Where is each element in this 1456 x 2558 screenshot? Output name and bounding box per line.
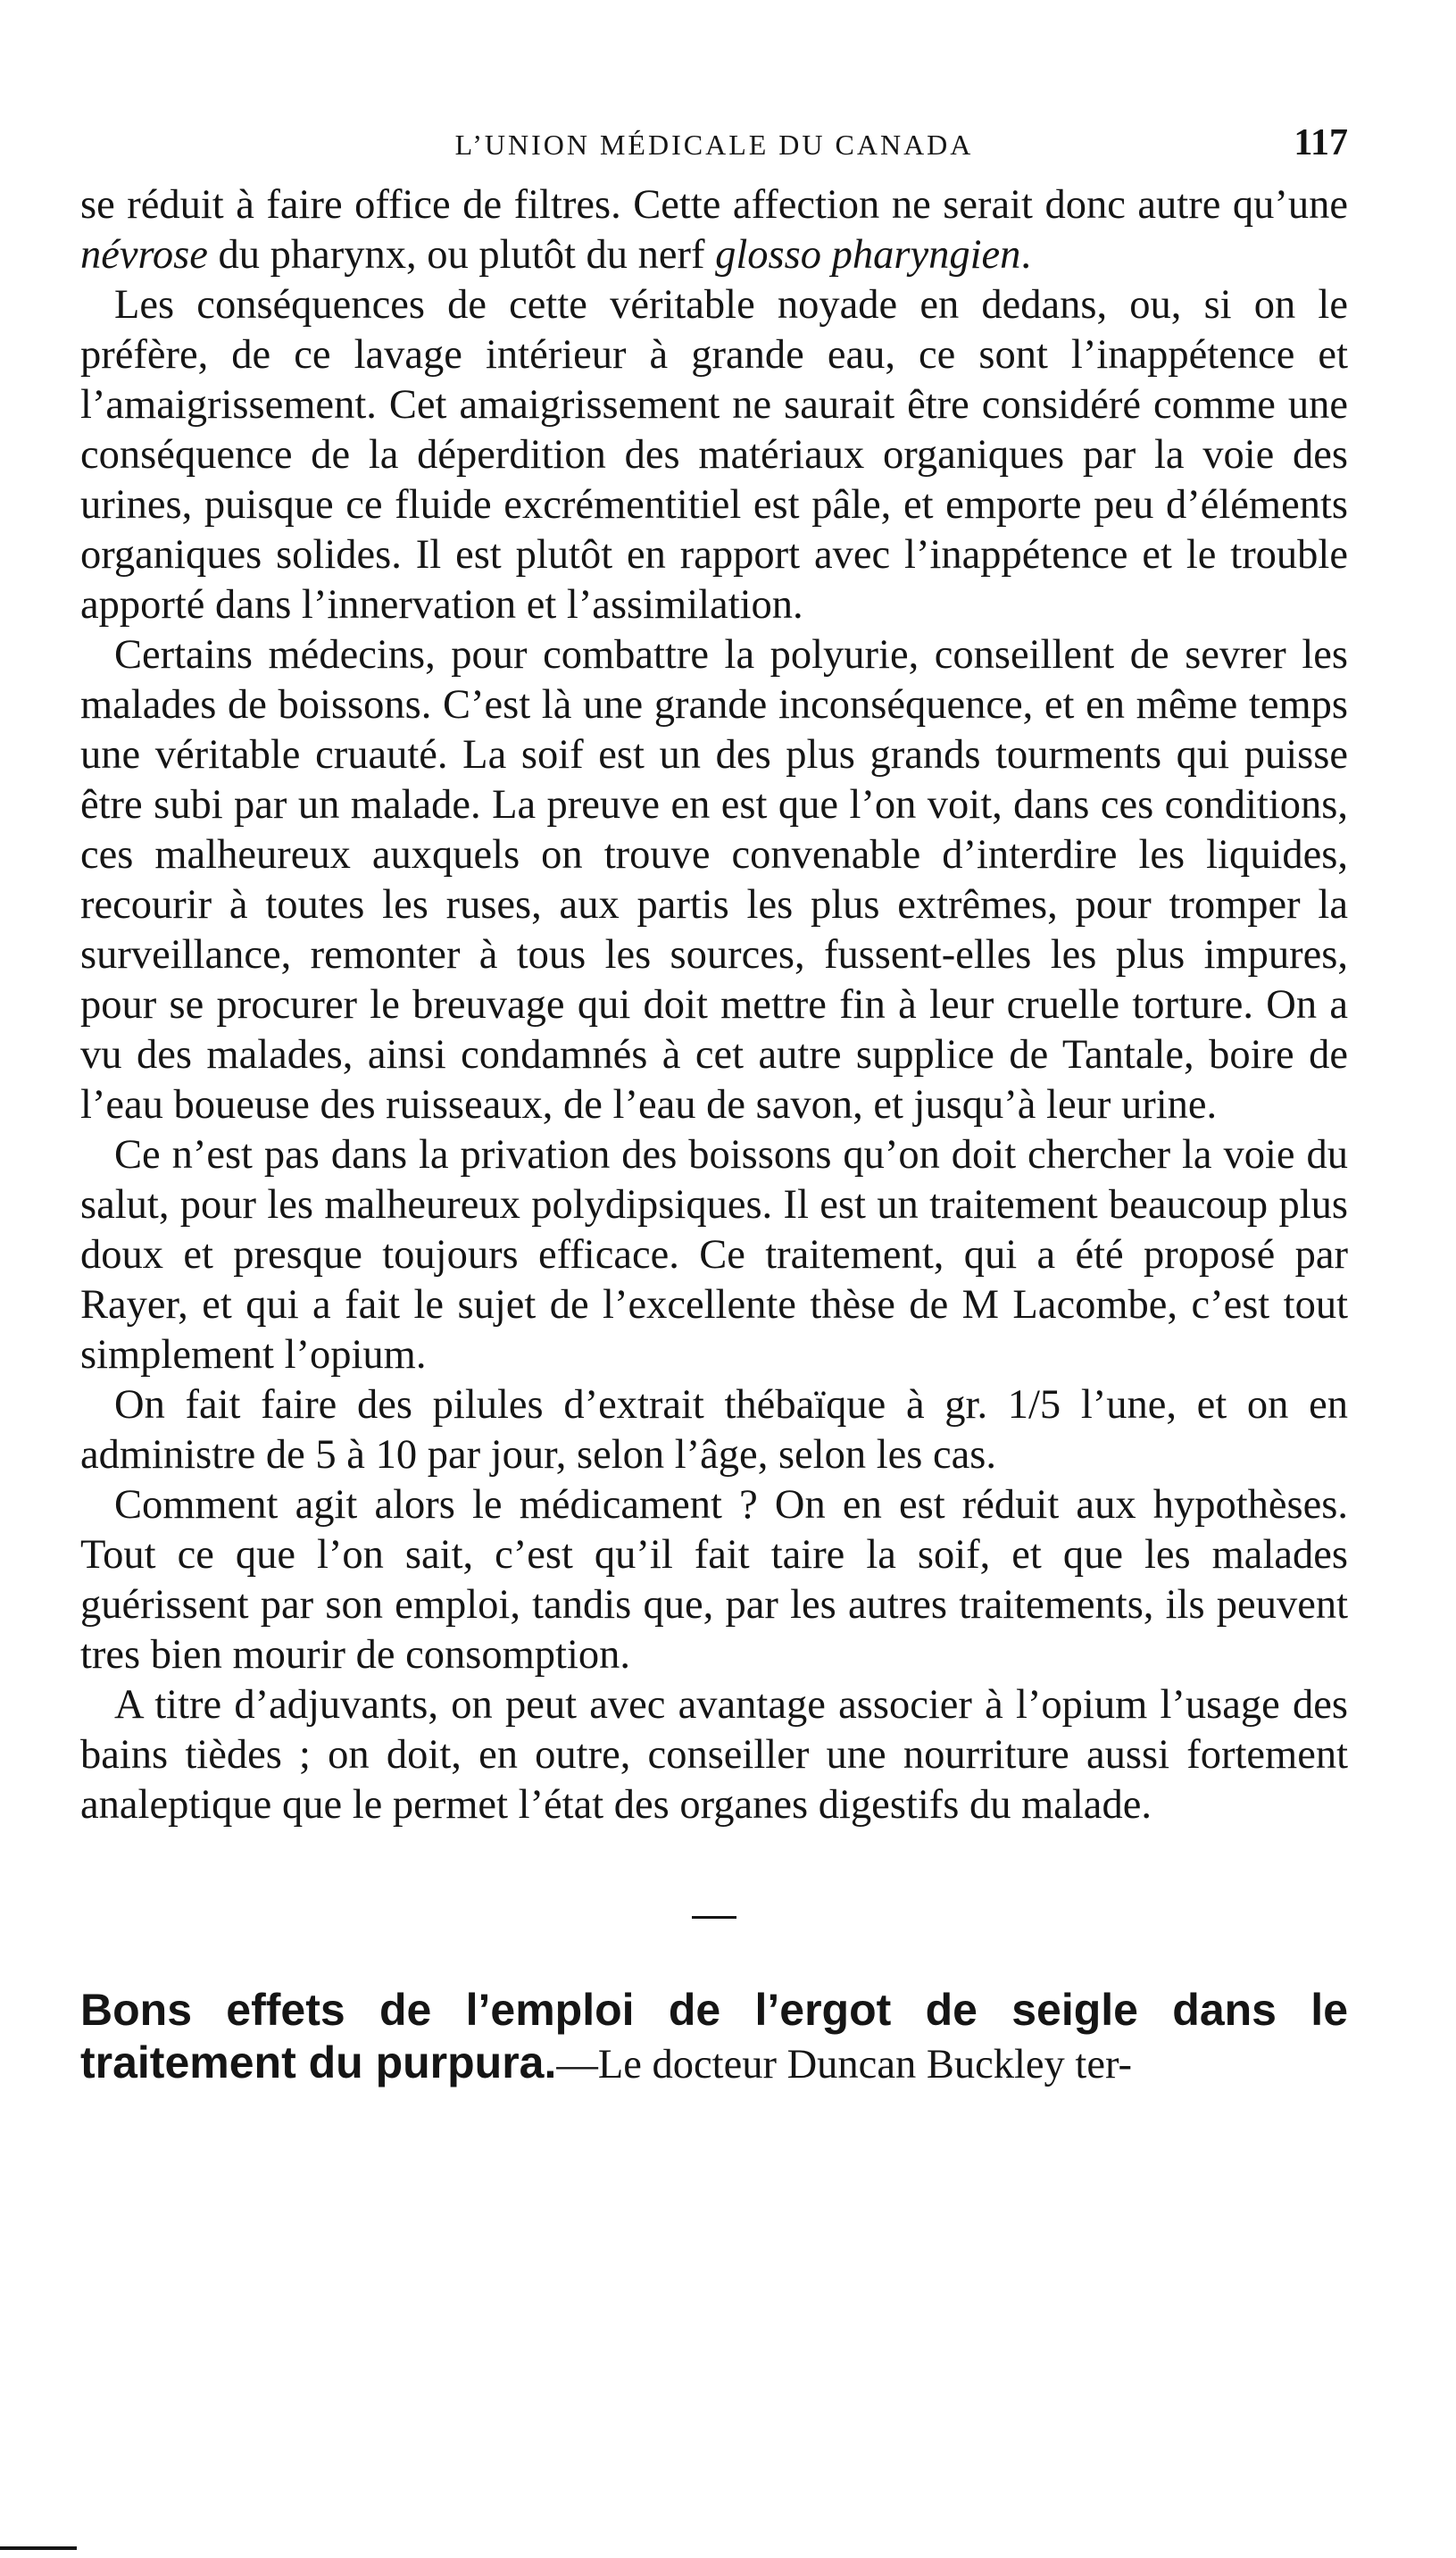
paragraph-7: A titre d’adjuvants, on peut avec avantage associer à l’opium l’usage des bains tièdes ; on doit, en outre, conseiller une nourriture aussi fortement analeptique que le permet l’état des organes digestifs du malade. xyxy=(80,1682,1348,1828)
paragraph-4: Ce n’est pas dans la privation des boissons qu’on doit chercher la voie du salut, pour les malheureux polydipsiques. Il est un traitement beaucoup plus doux et presque toujours efficace. Ce traitement, qui a été proposé par Rayer, et qui a fait le sujet de l’excellente thèse de M Lacombe, c’est tout simplement l’opium. xyxy=(80,1132,1348,1378)
paragraph-1-after: . xyxy=(1020,232,1032,278)
paragraph-6: Comment agit alors le médicament ? On en est réduit aux hypothèses. Tout ce que l’on sait, c’est qu’il fait taire la soif, et que les malades guérissent par son emploi, tandis que, par les autres traitements, ils peuvent tres bien mourir de consomption. xyxy=(80,1482,1348,1678)
paragraph-1 xyxy=(80,180,1348,280)
next-article xyxy=(80,1985,1348,2090)
page-number: 117 xyxy=(1294,122,1348,163)
page xyxy=(80,105,1348,2090)
paragraph-1-before: se réduit à faire office de filtres. Cette affection ne serait donc autre qu’une xyxy=(80,182,1348,228)
section-divider xyxy=(692,1916,736,1919)
running-head xyxy=(80,105,1348,180)
italic-term-glosso-pharyngien: glosso pharyngien xyxy=(715,232,1021,278)
running-title: L’UNION MÉDICALE DU CANADA xyxy=(454,129,974,161)
italic-term-nevrose: névrose xyxy=(80,232,208,278)
next-article-paragraph xyxy=(80,1985,1348,2090)
paragraph-1-middle: du pharynx, ou plutôt du nerf xyxy=(207,232,716,278)
paragraph-3: Certains médecins, pour combattre la polyurie, conseillent de sevrer les malades de boissons. C’est là une grande inconséquence, et en même temps une véritable cruauté. La soif est un des plus grands tourments qui puisse être subi par un malade. La preuve en est que l’on voit, dans ces conditions, ces malheureux auxquels on trouve convenable d’interdire les liquides, recourir à toutes les ruses, aux partis les plus extrêmes, pour tromper la surveillance, remonter à tous les sources, fussent-elles les plus impures, pour se procurer le breuvage qui doit mettre fin à leur cruelle torture. On a vu des malades, ainsi condamnés à cet autre supplice de Tantale, boire de l’eau boueuse des ruisseaux, de l’eau de savon, et jusqu’à leur urine. xyxy=(80,632,1348,1128)
paragraph-2: Les conséquences de cette véritable noyade en dedans, ou, si on le préfère, de ce lavage intérieur à grande eau, ce sont l’inappétence et l’amaigrissement. Cet amaigrissement ne saurait être considéré comme une conséquence de la déperdition des matériaux organiques par la voie des urines, puisque ce fluide excrémentitiel est pâle, et emporte peu d’éléments organiques solides. Il est plutôt en rapport avec l’inappétence et le trouble apporté dans l’innervation et l’assimilation. xyxy=(80,282,1348,628)
section-heading: Bons effets de l’emploi de l’ergot de seigle dans le traitement du purpura. xyxy=(80,1985,1348,2087)
article-body xyxy=(80,180,1348,1830)
section-intro-text: —Le docteur Duncan Buckley ter- xyxy=(556,2042,1133,2087)
paragraph-5: On fait faire des pilules d’extrait thébaïque à gr. 1/5 l’une, et on en administre de 5 à 10 par jour, selon l’âge, selon les cas. xyxy=(80,1382,1348,1478)
bottom-left-rule xyxy=(0,2546,77,2550)
